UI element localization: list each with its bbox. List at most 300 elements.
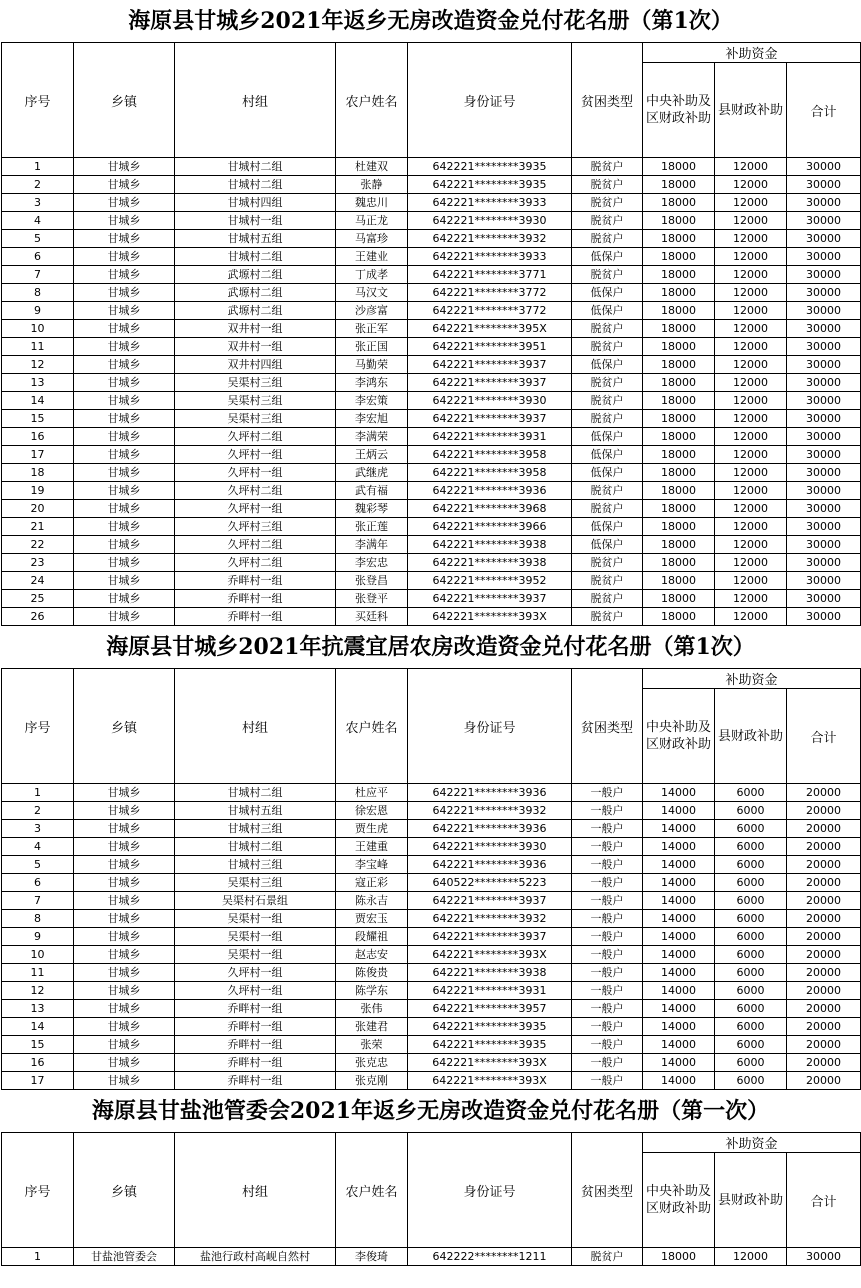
central-subsidy-header: 中央补助及区财政补助 <box>643 1153 715 1248</box>
village-cell: 乔畔村一组 <box>175 572 336 590</box>
village-cell: 久坪村一组 <box>175 964 336 982</box>
subsidy-header: 补助资金 <box>643 1133 861 1153</box>
county-subsidy-header: 县财政补助 <box>715 63 787 158</box>
type-cell: 低保户 <box>572 464 643 482</box>
name-cell: 武有福 <box>336 482 408 500</box>
village-cell: 甘城村三组 <box>175 820 336 838</box>
town-cell: 甘城乡 <box>74 910 175 928</box>
village-cell: 久坪村一组 <box>175 446 336 464</box>
town-cell: 甘城乡 <box>74 1000 175 1018</box>
table-row <box>2 1054 861 1072</box>
town-cell: 甘城乡 <box>74 194 175 212</box>
town-cell: 甘城乡 <box>74 554 175 572</box>
seq-cell: 7 <box>2 266 74 284</box>
name-cell: 魏彩琴 <box>336 500 408 518</box>
id-cell: 642221********3937 <box>408 356 572 374</box>
table-row <box>2 608 861 626</box>
id-cell: 642221********3951 <box>408 338 572 356</box>
header-row <box>2 43 861 63</box>
subsidy-header: 补助资金 <box>643 669 861 689</box>
village-cell: 甘城村五组 <box>175 802 336 820</box>
name-cell: 张伟 <box>336 1000 408 1018</box>
id-cell: 642221********3936 <box>408 856 572 874</box>
seq-cell: 25 <box>2 590 74 608</box>
village-cell: 乔畔村一组 <box>175 1054 336 1072</box>
county-subsidy-cell: 12000 <box>715 320 787 338</box>
id-cell: 642221********3771 <box>408 266 572 284</box>
id-cell: 642221********3932 <box>408 802 572 820</box>
seq-cell: 1 <box>2 158 74 176</box>
name-cell: 寇正彩 <box>336 874 408 892</box>
county-subsidy-cell: 12000 <box>715 1248 787 1266</box>
table-row <box>2 302 861 320</box>
total-cell: 30000 <box>787 410 861 428</box>
central-subsidy-cell: 14000 <box>643 946 715 964</box>
seq-cell: 1 <box>2 784 74 802</box>
seq-cell: 23 <box>2 554 74 572</box>
village-cell: 甘城村二组 <box>175 784 336 802</box>
table-row <box>2 464 861 482</box>
id-cell: 642221********3936 <box>408 482 572 500</box>
town-cell: 甘城乡 <box>74 892 175 910</box>
type-cell: 低保户 <box>572 518 643 536</box>
total-cell: 20000 <box>787 1018 861 1036</box>
central-subsidy-cell: 18000 <box>643 428 715 446</box>
county-subsidy-cell: 6000 <box>715 1000 787 1018</box>
town-cell: 甘城乡 <box>74 874 175 892</box>
id-cell: 642221********393X <box>408 946 572 964</box>
type-cell: 低保户 <box>572 428 643 446</box>
town-cell: 甘城乡 <box>74 446 175 464</box>
seq-cell: 3 <box>2 194 74 212</box>
seq-cell: 14 <box>2 1018 74 1036</box>
seq-cell: 22 <box>2 536 74 554</box>
roster-table <box>1 668 861 1090</box>
county-subsidy-cell: 12000 <box>715 428 787 446</box>
table-row <box>2 446 861 464</box>
town-cell: 甘城乡 <box>74 482 175 500</box>
village-cell: 甘城村五组 <box>175 230 336 248</box>
seq-cell: 6 <box>2 248 74 266</box>
name-cell: 武继虎 <box>336 464 408 482</box>
id-cell: 642221********3932 <box>408 910 572 928</box>
town-header: 乡镇 <box>74 669 175 784</box>
county-subsidy-cell: 6000 <box>715 820 787 838</box>
town-cell: 甘城乡 <box>74 266 175 284</box>
id-cell: 642221********3935 <box>408 176 572 194</box>
seq-cell: 21 <box>2 518 74 536</box>
seq-cell: 4 <box>2 838 74 856</box>
id-cell: 642221********3937 <box>408 590 572 608</box>
type-cell: 脱贫户 <box>572 266 643 284</box>
name-cell: 王炳云 <box>336 446 408 464</box>
seq-cell: 7 <box>2 892 74 910</box>
village-cell: 武塬村二组 <box>175 284 336 302</box>
central-subsidy-cell: 18000 <box>643 608 715 626</box>
total-cell: 30000 <box>787 590 861 608</box>
type-cell: 一般户 <box>572 784 643 802</box>
county-subsidy-cell: 12000 <box>715 230 787 248</box>
type-header: 贫困类型 <box>572 1133 643 1248</box>
county-subsidy-cell: 12000 <box>715 500 787 518</box>
name-cell: 李俊琦 <box>336 1248 408 1266</box>
village-cell: 乔畔村一组 <box>175 1018 336 1036</box>
county-subsidy-cell: 12000 <box>715 302 787 320</box>
seq-cell: 19 <box>2 482 74 500</box>
seq-cell: 11 <box>2 338 74 356</box>
total-cell: 30000 <box>787 482 861 500</box>
central-subsidy-cell: 18000 <box>643 212 715 230</box>
village-cell: 甘城村二组 <box>175 248 336 266</box>
type-cell: 脱贫户 <box>572 374 643 392</box>
seq-cell: 1 <box>2 1248 74 1266</box>
town-cell: 甘城乡 <box>74 500 175 518</box>
type-cell: 脱贫户 <box>572 410 643 428</box>
total-cell: 20000 <box>787 946 861 964</box>
name-cell: 沙彦富 <box>336 302 408 320</box>
table-row <box>2 554 861 572</box>
id-cell: 642221********3937 <box>408 892 572 910</box>
town-cell: 甘城乡 <box>74 838 175 856</box>
name-cell: 魏忠川 <box>336 194 408 212</box>
seq-cell: 8 <box>2 284 74 302</box>
name-cell: 张正军 <box>336 320 408 338</box>
seq-cell: 8 <box>2 910 74 928</box>
seq-cell: 15 <box>2 410 74 428</box>
type-cell: 脱贫户 <box>572 392 643 410</box>
type-cell: 一般户 <box>572 964 643 982</box>
village-cell: 双井村四组 <box>175 356 336 374</box>
central-subsidy-cell: 18000 <box>643 356 715 374</box>
total-cell: 30000 <box>787 176 861 194</box>
central-subsidy-cell: 18000 <box>643 248 715 266</box>
county-subsidy-cell: 6000 <box>715 838 787 856</box>
id-cell: 642221********3931 <box>408 982 572 1000</box>
seq-cell: 2 <box>2 802 74 820</box>
type-cell: 一般户 <box>572 856 643 874</box>
total-cell: 30000 <box>787 302 861 320</box>
village-header: 村组 <box>175 669 336 784</box>
type-cell: 脱贫户 <box>572 176 643 194</box>
central-subsidy-cell: 14000 <box>643 892 715 910</box>
id-cell: 642221********395X <box>408 320 572 338</box>
total-cell: 30000 <box>787 518 861 536</box>
county-subsidy-cell: 6000 <box>715 784 787 802</box>
type-cell: 一般户 <box>572 1072 643 1090</box>
id-cell: 640522********5223 <box>408 874 572 892</box>
name-cell: 杜应平 <box>336 784 408 802</box>
type-cell: 一般户 <box>572 946 643 964</box>
name-cell: 李满荣 <box>336 428 408 446</box>
central-subsidy-cell: 18000 <box>643 1248 715 1266</box>
village-cell: 甘城村二组 <box>175 838 336 856</box>
seq-cell: 18 <box>2 464 74 482</box>
type-cell: 低保户 <box>572 356 643 374</box>
total-cell: 20000 <box>787 1036 861 1054</box>
table-row <box>2 892 861 910</box>
town-cell: 甘城乡 <box>74 820 175 838</box>
name-cell: 张克忠 <box>336 1054 408 1072</box>
table-row <box>2 1018 861 1036</box>
id-cell: 642221********3966 <box>408 518 572 536</box>
central-subsidy-header: 中央补助及区财政补助 <box>643 689 715 784</box>
central-subsidy-cell: 18000 <box>643 464 715 482</box>
total-cell: 20000 <box>787 838 861 856</box>
table-row <box>2 176 861 194</box>
total-cell: 20000 <box>787 820 861 838</box>
town-cell: 甘城乡 <box>74 802 175 820</box>
county-subsidy-cell: 12000 <box>715 392 787 410</box>
seq-cell: 9 <box>2 928 74 946</box>
table-row <box>2 320 861 338</box>
village-cell: 武塬村二组 <box>175 302 336 320</box>
total-cell: 30000 <box>787 1248 861 1266</box>
type-cell: 一般户 <box>572 1018 643 1036</box>
town-cell: 甘城乡 <box>74 356 175 374</box>
seq-cell: 6 <box>2 874 74 892</box>
name-header: 农户姓名 <box>336 43 408 158</box>
county-subsidy-cell: 6000 <box>715 964 787 982</box>
id-cell: 642221********3772 <box>408 302 572 320</box>
total-cell: 30000 <box>787 194 861 212</box>
seq-header: 序号 <box>2 1133 74 1248</box>
id-cell: 642221********3935 <box>408 1036 572 1054</box>
name-cell: 马汉文 <box>336 284 408 302</box>
village-cell: 吴渠村一组 <box>175 910 336 928</box>
seq-cell: 14 <box>2 392 74 410</box>
county-subsidy-cell: 12000 <box>715 572 787 590</box>
village-cell: 吴渠村三组 <box>175 874 336 892</box>
type-cell: 一般户 <box>572 838 643 856</box>
table-row <box>2 410 861 428</box>
table-row <box>2 784 861 802</box>
id-cell: 642221********3936 <box>408 784 572 802</box>
type-cell: 一般户 <box>572 1054 643 1072</box>
section-title: 海原县甘城乡2021年抗震宜居农房改造资金兑付花名册（第1次） <box>106 634 755 660</box>
name-cell: 马正龙 <box>336 212 408 230</box>
type-cell: 一般户 <box>572 1000 643 1018</box>
county-subsidy-cell: 12000 <box>715 608 787 626</box>
total-cell: 30000 <box>787 554 861 572</box>
table-row <box>2 212 861 230</box>
county-subsidy-cell: 12000 <box>715 248 787 266</box>
name-cell: 李满年 <box>336 536 408 554</box>
total-cell: 30000 <box>787 374 861 392</box>
central-subsidy-cell: 18000 <box>643 176 715 194</box>
county-subsidy-cell: 12000 <box>715 464 787 482</box>
type-cell: 低保户 <box>572 302 643 320</box>
seq-header: 序号 <box>2 43 74 158</box>
county-subsidy-cell: 6000 <box>715 1072 787 1090</box>
name-cell: 贾宏玉 <box>336 910 408 928</box>
name-header: 农户姓名 <box>336 1133 408 1248</box>
id-cell: 642221********393X <box>408 608 572 626</box>
table-row <box>2 500 861 518</box>
town-cell: 甘城乡 <box>74 590 175 608</box>
town-cell: 甘城乡 <box>74 1054 175 1072</box>
town-cell: 甘城乡 <box>74 248 175 266</box>
county-subsidy-header: 县财政补助 <box>715 1153 787 1248</box>
table-row <box>2 802 861 820</box>
central-subsidy-cell: 18000 <box>643 338 715 356</box>
town-cell: 甘城乡 <box>74 608 175 626</box>
table-row <box>2 248 861 266</box>
seq-cell: 17 <box>2 1072 74 1090</box>
name-cell: 张静 <box>336 176 408 194</box>
total-cell: 20000 <box>787 964 861 982</box>
type-cell: 低保户 <box>572 248 643 266</box>
central-subsidy-cell: 14000 <box>643 982 715 1000</box>
type-cell: 一般户 <box>572 910 643 928</box>
id-cell: 642221********3935 <box>408 1018 572 1036</box>
table-row <box>2 572 861 590</box>
village-cell: 甘城村一组 <box>175 212 336 230</box>
id-cell: 642221********3952 <box>408 572 572 590</box>
village-cell: 久坪村一组 <box>175 982 336 1000</box>
village-cell: 久坪村三组 <box>175 518 336 536</box>
village-cell: 久坪村二组 <box>175 482 336 500</box>
type-cell: 一般户 <box>572 1036 643 1054</box>
village-cell: 甘城村三组 <box>175 856 336 874</box>
total-header: 合计 <box>787 1153 861 1248</box>
type-cell: 脱贫户 <box>572 338 643 356</box>
name-cell: 陈永吉 <box>336 892 408 910</box>
seq-cell: 16 <box>2 1054 74 1072</box>
central-subsidy-cell: 18000 <box>643 518 715 536</box>
town-cell: 甘城乡 <box>74 964 175 982</box>
village-cell: 乔畔村一组 <box>175 608 336 626</box>
table-row <box>2 194 861 212</box>
id-cell: 642221********3937 <box>408 928 572 946</box>
type-cell: 脱贫户 <box>572 608 643 626</box>
county-subsidy-cell: 12000 <box>715 266 787 284</box>
type-cell: 一般户 <box>572 928 643 946</box>
total-cell: 30000 <box>787 500 861 518</box>
village-cell: 甘城村二组 <box>175 176 336 194</box>
name-cell: 王建重 <box>336 838 408 856</box>
town-cell: 甘城乡 <box>74 284 175 302</box>
id-cell: 642221********3935 <box>408 158 572 176</box>
central-subsidy-cell: 14000 <box>643 802 715 820</box>
central-subsidy-cell: 14000 <box>643 1054 715 1072</box>
central-subsidy-cell: 14000 <box>643 856 715 874</box>
town-cell: 甘城乡 <box>74 410 175 428</box>
county-subsidy-cell: 6000 <box>715 946 787 964</box>
village-cell: 双井村一组 <box>175 320 336 338</box>
type-cell: 脱贫户 <box>572 194 643 212</box>
table-row <box>2 266 861 284</box>
seq-cell: 15 <box>2 1036 74 1054</box>
town-cell: 甘城乡 <box>74 572 175 590</box>
type-cell: 低保户 <box>572 536 643 554</box>
town-cell: 甘城乡 <box>74 230 175 248</box>
type-cell: 脱贫户 <box>572 590 643 608</box>
total-cell: 20000 <box>787 784 861 802</box>
village-cell: 久坪村一组 <box>175 464 336 482</box>
central-subsidy-cell: 18000 <box>643 374 715 392</box>
subsidy-header: 补助资金 <box>643 43 861 63</box>
town-cell: 甘城乡 <box>74 928 175 946</box>
type-cell: 脱贫户 <box>572 158 643 176</box>
town-cell: 甘城乡 <box>74 536 175 554</box>
village-cell: 久坪村二组 <box>175 536 336 554</box>
town-cell: 甘城乡 <box>74 392 175 410</box>
county-subsidy-cell: 12000 <box>715 176 787 194</box>
name-cell: 赵志安 <box>336 946 408 964</box>
seq-cell: 24 <box>2 572 74 590</box>
total-cell: 30000 <box>787 428 861 446</box>
name-cell: 丁成孝 <box>336 266 408 284</box>
village-cell: 双井村一组 <box>175 338 336 356</box>
name-cell: 买廷科 <box>336 608 408 626</box>
town-cell: 甘城乡 <box>74 982 175 1000</box>
central-subsidy-cell: 14000 <box>643 1018 715 1036</box>
village-cell: 武塬村二组 <box>175 266 336 284</box>
central-subsidy-cell: 18000 <box>643 482 715 500</box>
table-row <box>2 1000 861 1018</box>
total-cell: 20000 <box>787 982 861 1000</box>
central-subsidy-cell: 14000 <box>643 838 715 856</box>
name-cell: 徐宏恩 <box>336 802 408 820</box>
total-header: 合计 <box>787 63 861 158</box>
table-row <box>2 1248 861 1266</box>
village-cell: 盐池行政村高岘自然村 <box>175 1248 336 1266</box>
county-subsidy-header: 县财政补助 <box>715 689 787 784</box>
seq-cell: 11 <box>2 964 74 982</box>
total-cell: 20000 <box>787 874 861 892</box>
county-subsidy-cell: 12000 <box>715 194 787 212</box>
total-cell: 30000 <box>787 392 861 410</box>
id-cell: 642221********3957 <box>408 1000 572 1018</box>
county-subsidy-cell: 6000 <box>715 982 787 1000</box>
village-cell: 乔畔村一组 <box>175 1000 336 1018</box>
name-header: 农户姓名 <box>336 669 408 784</box>
total-cell: 20000 <box>787 856 861 874</box>
id-cell: 642221********3937 <box>408 374 572 392</box>
village-header: 村组 <box>175 43 336 158</box>
village-cell: 久坪村二组 <box>175 428 336 446</box>
central-subsidy-cell: 14000 <box>643 1000 715 1018</box>
county-subsidy-cell: 6000 <box>715 856 787 874</box>
type-cell: 脱贫户 <box>572 500 643 518</box>
table-row <box>2 356 861 374</box>
county-subsidy-cell: 12000 <box>715 158 787 176</box>
seq-cell: 9 <box>2 302 74 320</box>
total-cell: 30000 <box>787 356 861 374</box>
county-subsidy-cell: 12000 <box>715 356 787 374</box>
id-cell: 642221********3932 <box>408 230 572 248</box>
seq-header: 序号 <box>2 669 74 784</box>
type-cell: 脱贫户 <box>572 1248 643 1266</box>
town-header: 乡镇 <box>74 1133 175 1248</box>
id-cell: 642221********393X <box>408 1072 572 1090</box>
town-cell: 甘城乡 <box>74 1072 175 1090</box>
header-row <box>2 1133 861 1153</box>
village-cell: 乔畔村一组 <box>175 1072 336 1090</box>
county-subsidy-cell: 12000 <box>715 590 787 608</box>
central-subsidy-cell: 14000 <box>643 928 715 946</box>
county-subsidy-cell: 6000 <box>715 910 787 928</box>
name-cell: 马富珍 <box>336 230 408 248</box>
central-subsidy-cell: 18000 <box>643 590 715 608</box>
header-row <box>2 669 861 689</box>
table-row <box>2 392 861 410</box>
table-row <box>2 874 861 892</box>
total-cell: 30000 <box>787 536 861 554</box>
seq-cell: 20 <box>2 500 74 518</box>
town-cell: 甘城乡 <box>74 212 175 230</box>
seq-cell: 3 <box>2 820 74 838</box>
